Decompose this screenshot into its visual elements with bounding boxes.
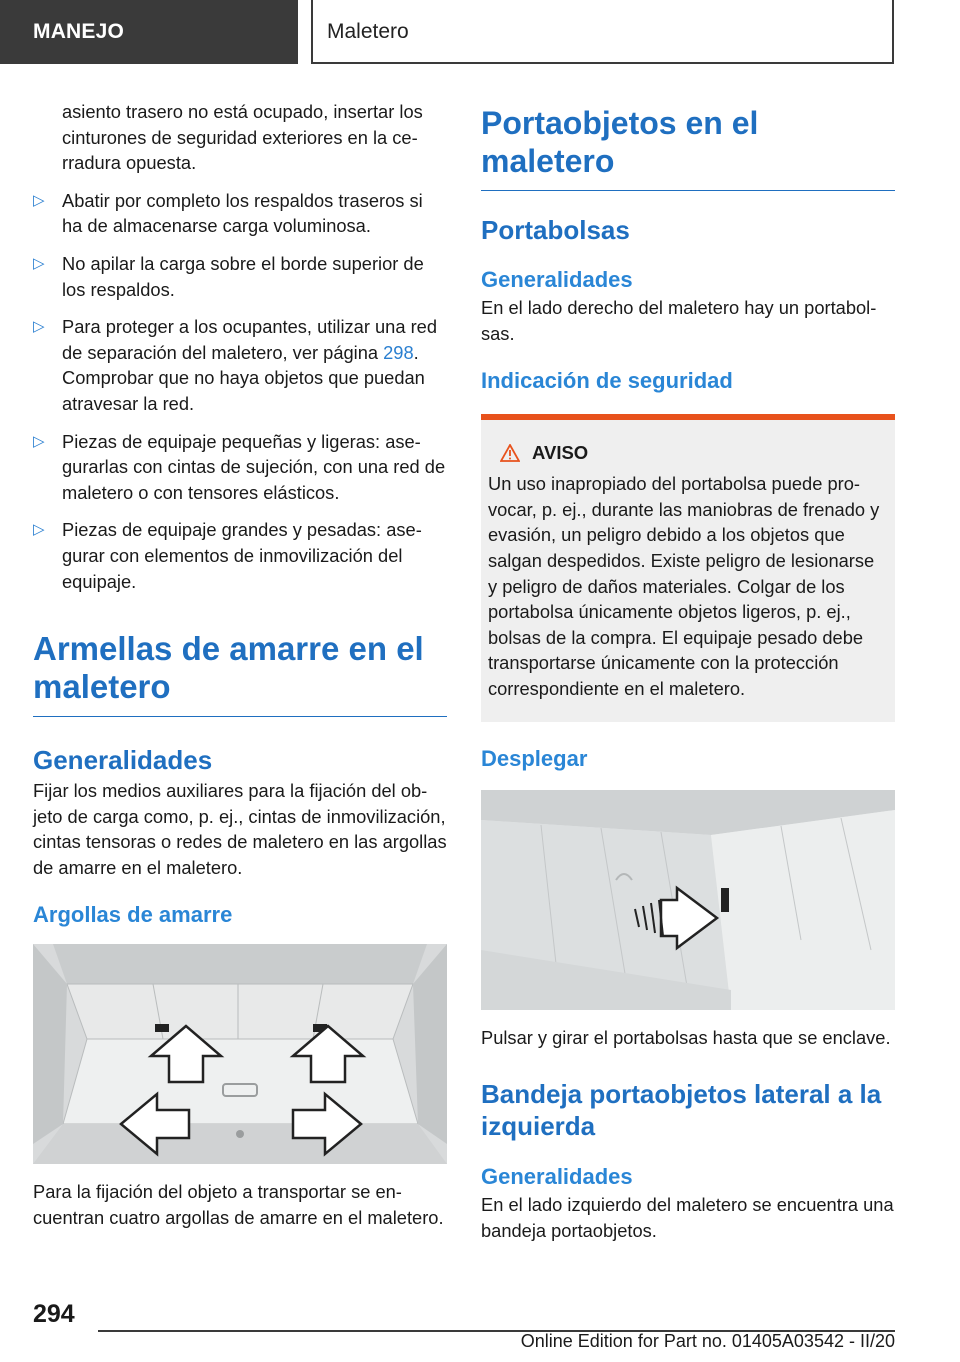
warning-text: Un uso inapropiado del portabolsa puede provocar, p. ej., durante las maniobras de frenado y evasión, un peligro debido a los objetos que salgan despedidos. Existe peligro de lesionarse y peligro de daños materiales. Colgar de los portabolsa únicamente objetos ligeros, p. ej., bolsas de la compra. El equipaje pesado debe transportarse únicamente con la protección correspondiente en el maletero.	[488, 473, 880, 699]
list-item: ▷ Piezas de equipaje pequeñas y ligeras: asegurarlas con cintas de sujeción, con una red de maletero o con tensores elásticos.	[33, 430, 446, 503]
generalidades-text: Fijar los medios auxiliares para la fijación del objeto de carga como, p. ej., cintas de inmovilización, cintas tensoras o redes de maletero en las argollas de amarre en el maletero.	[33, 780, 447, 878]
trunk-illustration	[33, 944, 447, 1164]
warning-title: AVISO	[488, 440, 887, 466]
list-item: ▷ Abatir por completo los respaldos traseros si ha de almacenarse carga voluminosa.	[33, 189, 423, 237]
list-item: ▷ Piezas de equipaje grandes y pesadas: asegurar con elementos de inmovilización del equipaje.	[33, 519, 422, 592]
footer-edition: Online Edition for Part no. 01405A03542 - II/20	[520, 1331, 895, 1351]
warning-box	[481, 414, 895, 721]
right-column	[481, 104, 895, 1243]
list-item: ▷ Para proteger a los ocupantes, utilizar una red de separación del maletero, ver página 298. Comprobar que no haya objetos que puedan atravesar la red.	[33, 316, 437, 414]
subheading-bandeja: Bandeja portaobjetos lateral a la izquierda	[481, 1079, 882, 1142]
subheading-generalidades-2: Generalidades	[481, 1164, 633, 1190]
triangle-bullet-icon: ▷	[33, 521, 45, 539]
triangle-bullet-icon: ▷	[33, 254, 45, 272]
figure-tie-down-rings	[33, 944, 447, 1164]
subheading-seguridad: Indicación de seguridad	[481, 368, 733, 394]
intro-continuation: asiento trasero no está ocupado, insertar los cinturones de seguridad exteriores en la cerradura opuesta.	[62, 101, 423, 174]
warning-triangle-icon	[500, 444, 520, 462]
bag-hook-illustration	[481, 790, 895, 1010]
triangle-bullet-icon: ▷	[33, 318, 45, 336]
subheading-portabolsas: Portabolsas	[481, 215, 630, 245]
figure-caption: Para la fijación del objeto a transportar se encuentran cuatro argollas de amarre en el maletero.	[33, 1181, 444, 1229]
subheading-argollas: Argollas de amarre	[33, 902, 233, 928]
page-number: 294	[33, 1300, 75, 1328]
page-link-298[interactable]: 298	[383, 341, 414, 363]
triangle-bullet-icon: ▷	[33, 191, 45, 209]
subheading-desplegar: Desplegar	[481, 745, 588, 771]
subheading-generalidades: Generalidades	[481, 267, 633, 292]
section-heading-portaobjetos: Portaobjetos en el maletero	[481, 104, 895, 191]
list-item: ▷ No apilar la carga sobre el borde superior de los respaldos.	[33, 252, 424, 300]
section-heading-armellas: Armellas de amarre en el maletero	[33, 630, 447, 717]
subheading-generalidades: Generalidades	[33, 745, 213, 776]
portabolsas-text: En el lado derecho del maletero hay un portabolsas.	[481, 297, 877, 344]
triangle-bullet-icon: ▷	[33, 432, 45, 450]
bullet-list	[33, 188, 447, 594]
tray-text: En el lado izquierdo del maletero se encuentra una bandeja portaobjetos.	[481, 1194, 894, 1241]
deploy-text: Pulsar y girar el portabolsas hasta que se enclave.	[481, 1026, 891, 1048]
section-tab: MANEJO	[0, 0, 298, 64]
page-header-title: Maletero	[311, 0, 894, 64]
left-column	[33, 96, 447, 1231]
figure-bag-hook	[481, 790, 895, 1010]
